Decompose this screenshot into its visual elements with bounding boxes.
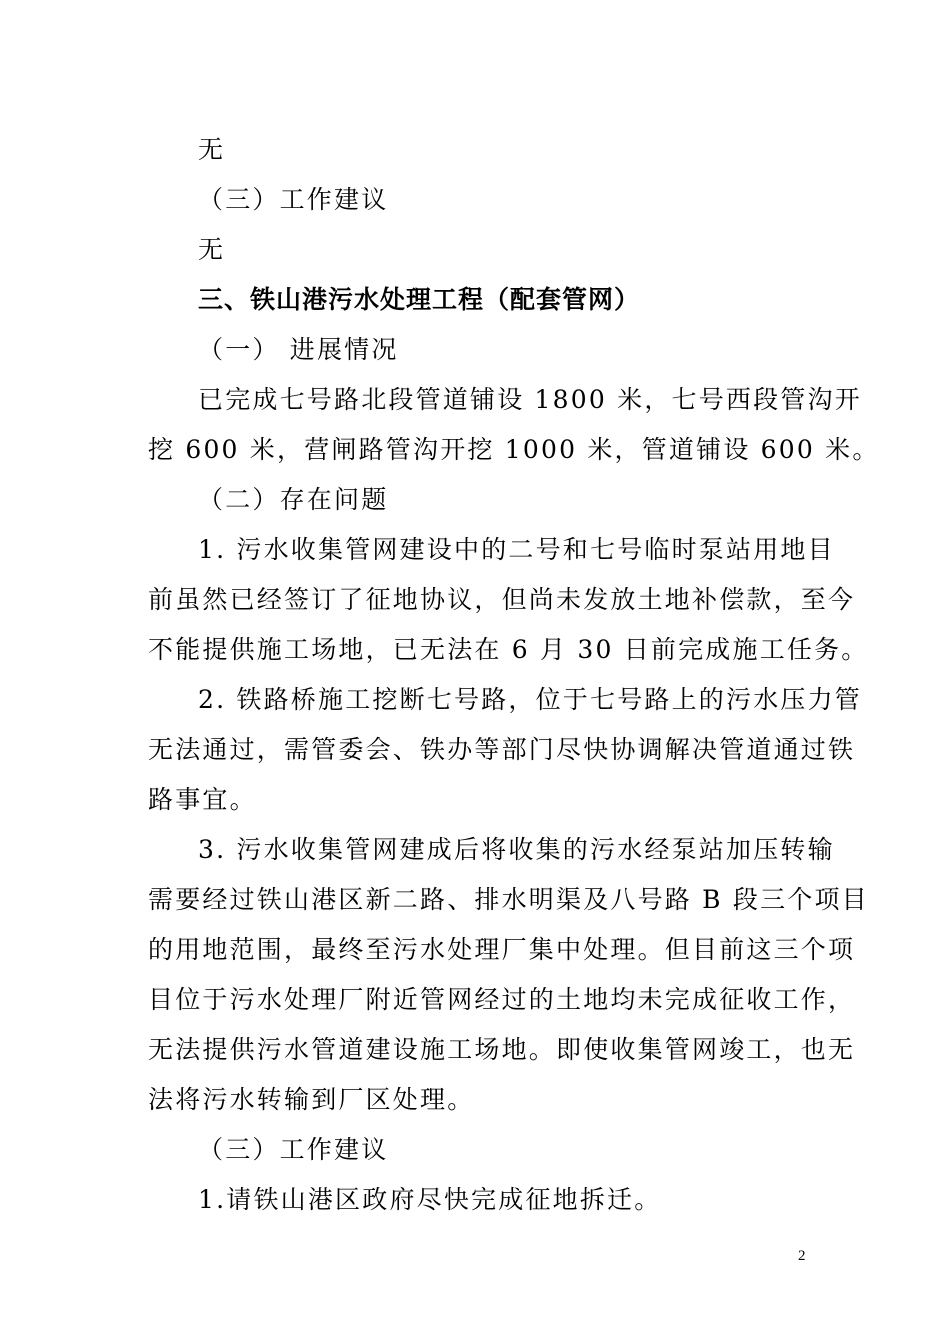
paragraph-line: 的用地范围，最终至污水处理厂集中处理。但目前这三个项 [148, 935, 856, 964]
paragraph-line: 不能提供施工场地，已无法在 6 月 30 日前完成施工任务。 [148, 635, 869, 664]
subsection-heading: （一） 进展情况 [198, 335, 399, 364]
paragraph-line: 2. 铁路桥施工挖断七号路，位于七号路上的污水压力管 [198, 685, 863, 714]
subsection-heading: （三）工作建议 [198, 1135, 389, 1164]
paragraph-line: 无 [198, 235, 226, 264]
subsection-heading: （三）工作建议 [198, 185, 389, 214]
paragraph-line: 无法提供污水管道建设施工场地。即使收集管网竣工，也无 [148, 1035, 856, 1064]
paragraph-line: 1.请铁山港区政府尽快完成征地拆迁。 [198, 1185, 662, 1214]
paragraph-line: 1. 污水收集管网建设中的二号和七号临时泵站用地目 [198, 535, 835, 564]
paragraph-line: 无法通过，需管委会、铁办等部门尽快协调解决管道通过铁 [148, 735, 856, 764]
paragraph-line: 目位于污水处理厂附近管网经过的土地均未完成征收工作， [148, 985, 856, 1014]
paragraph-line: 法将污水转输到厂区处理。 [148, 1085, 475, 1114]
paragraph-line: 挖 600 米，营闸路管沟开挖 1000 米，管道铺设 600 米。 [148, 435, 880, 464]
paragraph-line: 路事宜。 [148, 785, 257, 814]
paragraph-line: 已完成七号路北段管道铺设 1800 米，七号西段管沟开 [198, 385, 862, 414]
paragraph-line: 无 [198, 135, 226, 164]
paragraph-line: 需要经过铁山港区新二路、排水明渠及八号路 B 段三个项目 [148, 885, 869, 914]
page-number: 2 [798, 1248, 806, 1264]
paragraph-line: 前虽然已经签订了征地协议，但尚未发放土地补偿款，至今 [148, 585, 856, 614]
paragraph-line: 3. 污水收集管网建成后将收集的污水经泵站加压转输 [198, 835, 835, 864]
section-heading: 三、铁山港污水处理工程（配套管网） [198, 285, 641, 314]
subsection-heading: （二）存在问题 [198, 485, 389, 514]
